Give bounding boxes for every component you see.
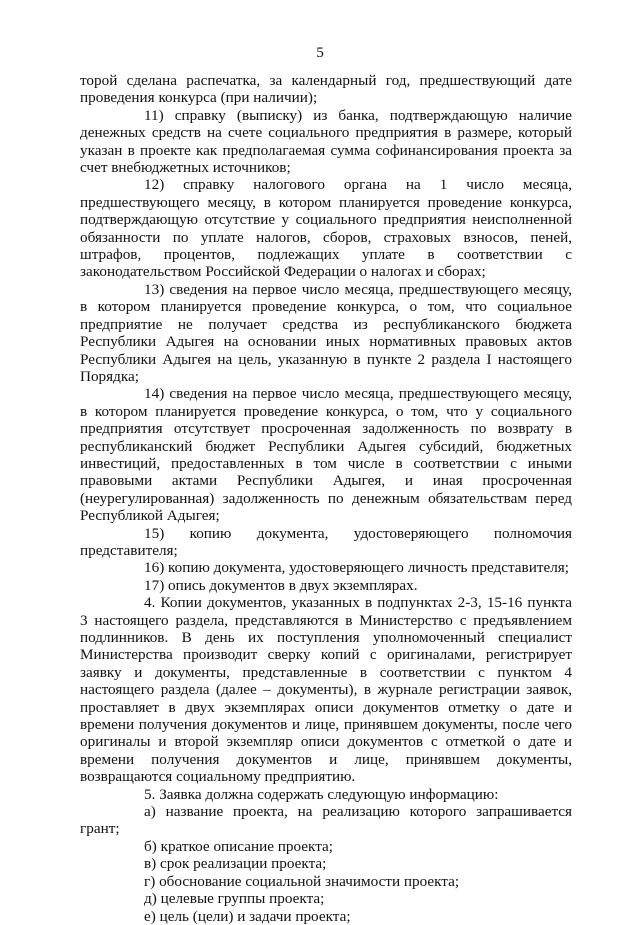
list-item-a: а) название проекта, на реализацию которого запрашивается грант; [80, 803, 572, 838]
paragraph-item-14: 14) сведения на первое число месяца, предшествующего месяцу, в котором планируется проведение конкурса, о том, что у социального предприятия отсутствует просроченная задолженность по возврату в республиканский бюджет Республики Адыгея субсидий, бюджетных инвестиций, предоставленных в том числе в соответствии с иными правовыми актами Республики Адыгея, и иная просроченная (неурегулированная) задолженность по денежным обязательствам перед Республикой Адыгея; [80, 385, 572, 525]
paragraph-section-5: 5. Заявка должна содержать следующую информацию: [144, 785, 499, 803]
paragraph-continuation: торой сделана распечатка, за календарный год, предшествующий дате проведения конкурса (при наличии); [80, 72, 572, 107]
list-item-g: г) обоснование социальной значимости проекта; [144, 872, 460, 890]
paragraph-item-13: 13) сведения на первое число месяца, предшествующего месяцу, в котором планируется проведение конкурса, о том, что социальное предприятие не получает средства из республиканского бюджета Республики Адыгея на основании иных нормативных правовых актов Республики Адыгея на цель, указанную в пункте 2 раздела I настоящего Порядка; [80, 280, 572, 385]
page-number: 5 [316, 44, 324, 61]
paragraph-section-4: 4. Копии документов, указанных в подпунктах 2-3, 15-16 пункта 3 настоящего раздела, представляются в Министерство с предъявлением подлинников. В день их поступления уполномоченный специалист Министерства производит сверку копий с оригиналами, регистрирует заявку и документы, представленные в соответствии с пунктом 4 настоящего раздела (далее – документы), в журнале регистрации заявок, проставляет в двух экземплярах описи документов отметку о дате и времени получения документов и лице, принявшем документы, после чего оригиналы и второй экземпляр описи документов с отметкой о дате и времени получения документов и лице, принявшем документы, возвращаются социальному предприятию. [80, 594, 572, 786]
paragraph-item-11: 11) справку (выписку) из банка, подтверждающую наличие денежных средств на счете социального предприятия в размере, который указан в проекте как предполагаемая сумма софинансирования проекта за счет внебюджетных источников; [80, 106, 572, 177]
list-item-e: е) цель (цели) и задачи проекта; [144, 907, 351, 925]
list-item-b: б) краткое описание проекта; [144, 837, 333, 855]
document-body [80, 72, 572, 925]
list-item-d: д) целевые группы проекта; [144, 890, 325, 908]
paragraph-item-12: 12) справку налогового органа на 1 число месяца, предшествующего месяцу, в котором планируется проведение конкурса, подтверждающую отсутствие у социального предприятия неисполненной обязанности по уплате налогов, сборов, страховых взносов, пеней, штрафов, процентов, подлежащих уплате в соответствии с законодательством Российской Федерации о налогах и сборах; [80, 176, 572, 281]
paragraph-item-17: 17) опись документов в двух экземплярах. [144, 576, 418, 594]
list-item-v: в) срок реализации проекта; [144, 855, 327, 873]
paragraph-item-15: 15) копию документа, удостоверяющего полномочия представителя; [80, 524, 572, 559]
paragraph-item-16: 16) копию документа, удостоверяющего личность представителя; [144, 559, 569, 577]
